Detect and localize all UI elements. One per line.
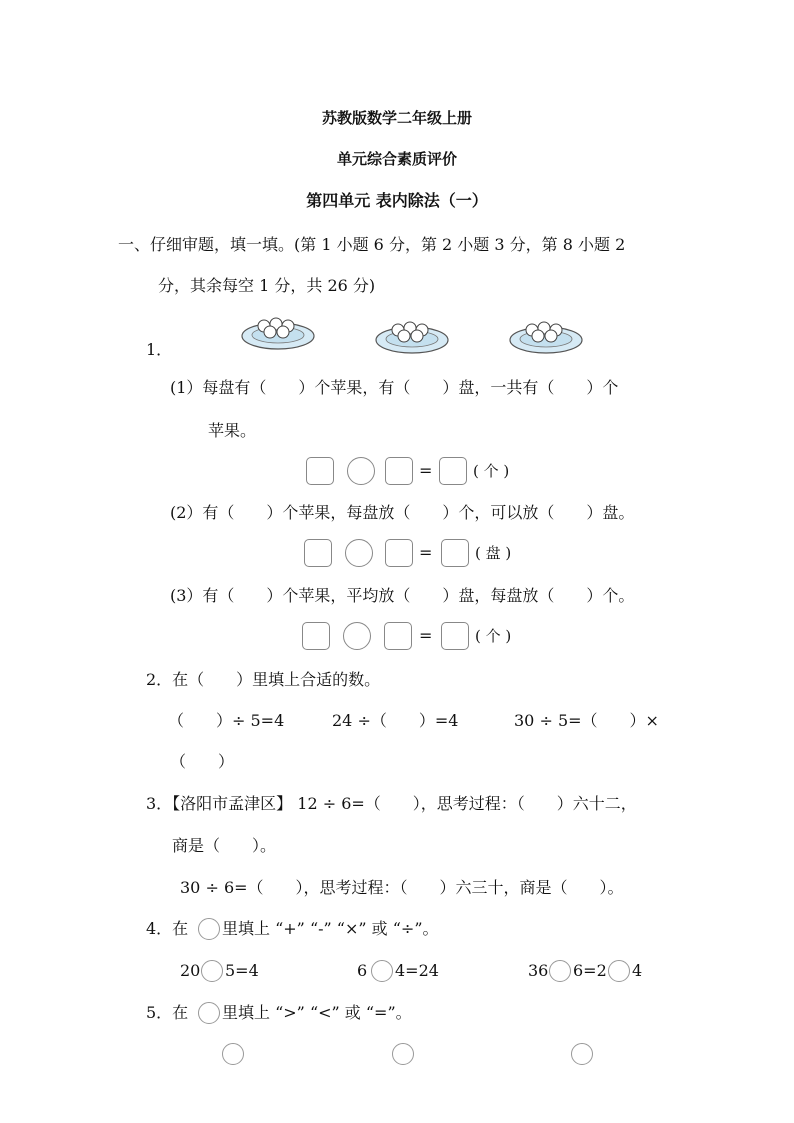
answer-box[interactable] — [441, 539, 469, 567]
unit-title: 第四单元 表内除法（一） — [306, 191, 488, 210]
plate-of-apples-icon — [508, 316, 584, 356]
answer-box[interactable] — [384, 622, 412, 650]
question-5-prefix: 5．在 — [146, 1003, 189, 1022]
plate-of-apples-icon — [374, 316, 450, 356]
unit-label: ( 个 ) — [473, 462, 510, 480]
operator-circle[interactable] — [371, 960, 393, 982]
q4-expression-1-left: 20 — [180, 961, 201, 980]
operator-circle[interactable] — [549, 960, 571, 982]
plate-of-apples-icon — [240, 312, 316, 352]
question-3-line2: 商是（ ）。 — [172, 836, 277, 855]
question-3-line3: 30 ÷ 6=（ ），思考过程：（ ）六三十，商是（ ）。 — [180, 878, 624, 897]
q4-expression-1-right: 5=4 — [225, 961, 259, 980]
question-3-line1: 3．【洛阳市孟津区】 12 ÷ 6=（ ），思考过程：（ ）六十二， — [146, 794, 637, 813]
document-title: 苏教版数学二年级上册 — [321, 109, 472, 127]
answer-box[interactable] — [439, 457, 467, 485]
answer-box[interactable] — [385, 457, 413, 485]
compare-circle[interactable] — [571, 1043, 593, 1065]
operator-circle[interactable] — [345, 539, 373, 567]
answer-box[interactable] — [304, 539, 332, 567]
q2-expression-2: 24 ÷（ ）=4 — [332, 711, 459, 730]
document-subtitle: 单元综合素质评价 — [336, 150, 457, 168]
operator-circle[interactable] — [608, 960, 630, 982]
answer-box[interactable] — [306, 457, 334, 485]
equals-sign: = — [419, 626, 433, 645]
equals-sign: = — [419, 543, 433, 562]
q4-expression-2-right: 4=24 — [395, 961, 439, 980]
q1-part2: (2）有（ ）个苹果，每盘放（ ）个，可以放（ ）盘。 — [170, 503, 635, 522]
q2-expression-3: 30 ÷ 5=（ ）× — [514, 711, 659, 730]
q2-expression-3-cont: （ ） — [170, 752, 235, 771]
operator-circle — [198, 918, 220, 940]
q1-part3: (3）有（ ）个苹果，平均放（ ）盘，每盘放（ ）个。 — [170, 586, 635, 605]
question-4-suffix: 里填上 “+” “-” “×” 或 “÷”。 — [222, 919, 439, 938]
section-heading-line1: 一、仔细审题，填一填。(第 1 小题 6 分，第 2 小题 3 分，第 8 小题 2 — [118, 235, 626, 254]
operator-circle — [198, 1002, 220, 1024]
unit-label: ( 盘 ) — [475, 544, 512, 562]
q4-expression-3-left: 36 — [528, 961, 549, 980]
q1-part1-line1: (1）每盘有（ ）个苹果，有（ ）盘，一共有（ ）个 — [170, 378, 619, 397]
question-1-number: 1． — [146, 340, 173, 359]
q4-expression-2-left: 6 — [357, 961, 368, 980]
question-4-prefix: 4．在 — [146, 919, 189, 938]
operator-circle[interactable] — [347, 457, 375, 485]
equals-sign: = — [419, 461, 433, 480]
answer-box[interactable] — [441, 622, 469, 650]
question-5-suffix: 里填上 “>” “<” 或 “=”。 — [222, 1003, 412, 1022]
answer-box[interactable] — [302, 622, 330, 650]
operator-circle[interactable] — [201, 960, 223, 982]
question-2: 2．在（ ）里填上合适的数。 — [146, 670, 381, 689]
section-heading-line2: 分，其余每空 1 分，共 26 分) — [158, 276, 376, 295]
answer-box[interactable] — [385, 539, 413, 567]
unit-label: ( 个 ) — [475, 627, 512, 645]
compare-circle[interactable] — [222, 1043, 244, 1065]
q1-part1-line2: 苹果。 — [208, 421, 257, 440]
compare-circle[interactable] — [392, 1043, 414, 1065]
q4-expression-3-right: 4 — [632, 961, 643, 980]
q4-expression-3-middle: 6=2 — [573, 961, 607, 980]
operator-circle[interactable] — [343, 622, 371, 650]
q2-expression-1: （ ）÷ 5=4 — [168, 711, 285, 730]
